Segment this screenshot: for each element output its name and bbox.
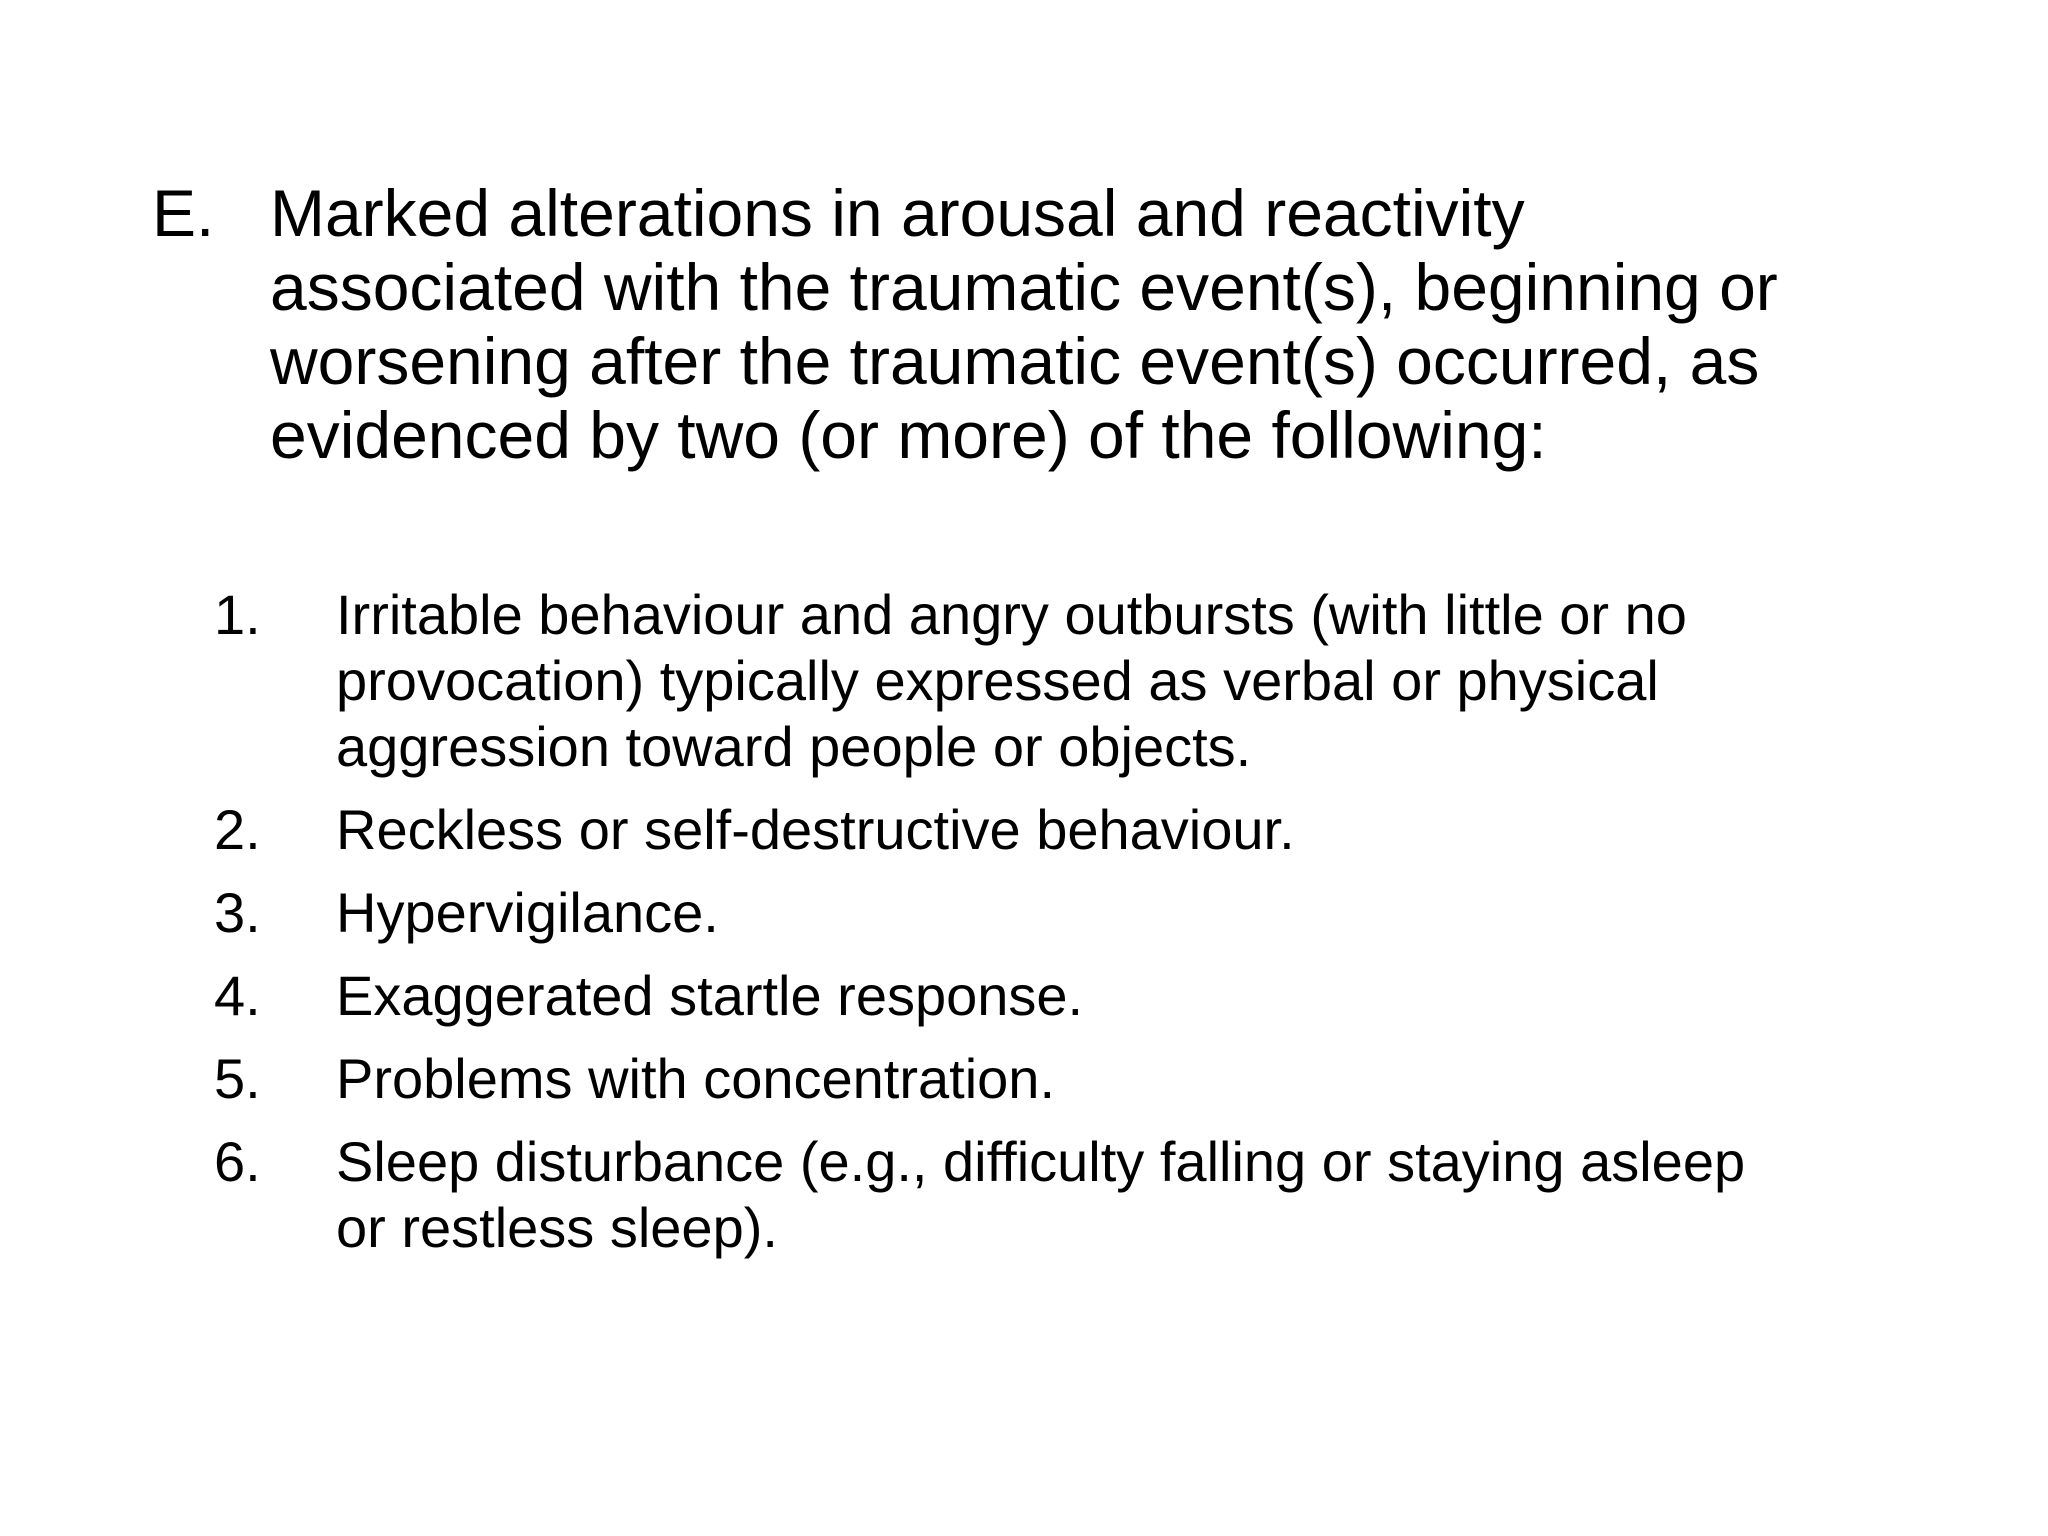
heading-line: worsening after the traumatic event(s) occurred, as [270,324,1760,398]
list-item [214,582,1994,780]
heading-line: evidenced by two (or more) of the following: [270,398,1547,472]
list-item-line: Problems with concentration. [336,1047,1056,1110]
list-item-line: or restless sleep). [336,1196,778,1259]
list-item-number: 2. [214,798,261,861]
list-item [214,797,1994,863]
heading-line: Marked alterations in arousal and reactivity [270,176,1525,250]
symptom-list [214,582,1994,1278]
list-item-number: 4. [214,964,261,1027]
heading-text [270,176,1930,472]
list-item-line: Hypervigilance. [336,881,719,944]
list-item-line: provocation) typically expressed as verbal or physical [336,649,1659,712]
list-item-number: 6. [214,1130,261,1193]
list-item-number: 3. [214,881,261,944]
list-item [214,1046,1994,1112]
list-item-text [336,582,1986,780]
list-item [214,1129,1994,1261]
list-item [214,880,1994,946]
list-item-text [336,797,1986,863]
list-item-line: Exaggerated startle response. [336,964,1084,1027]
list-item-line: Sleep disturbance (e.g., difficulty falling or staying asleep [336,1130,1746,1193]
heading-marker: E. [152,176,215,250]
list-item-number: 5. [214,1047,261,1110]
list-item-line: Reckless or self-destructive behaviour. [336,798,1295,861]
list-item-text [336,1046,1986,1112]
list-item-number: 1. [214,583,261,646]
list-item-line: Irritable behaviour and angry outbursts (with little or no [336,583,1687,646]
heading-line: associated with the traumatic event(s), beginning or [270,250,1778,324]
list-item-line: aggression toward people or objects. [336,715,1252,778]
list-item-text [336,880,1986,946]
list-item-text [336,1129,1986,1261]
criterion-heading [152,176,1952,472]
list-item [214,963,1994,1029]
list-item-text [336,963,1986,1029]
